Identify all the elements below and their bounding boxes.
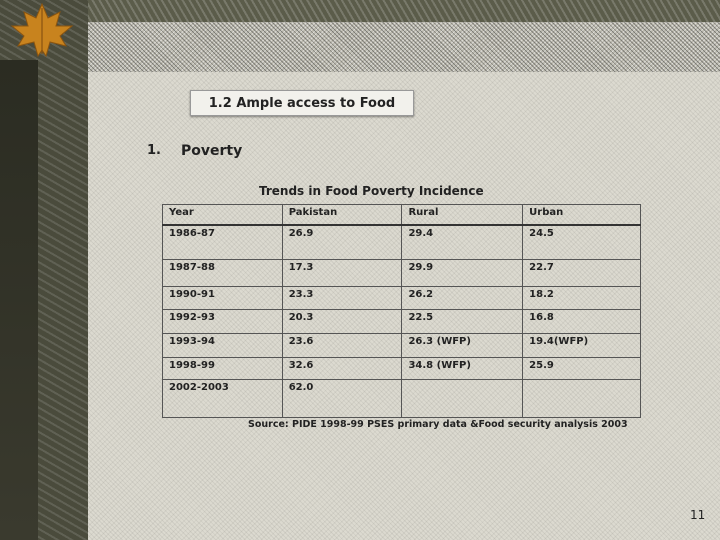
slide-top-texture xyxy=(88,22,720,72)
cell-year: 1992-93 xyxy=(163,309,283,333)
cell-pakistan: 26.9 xyxy=(282,225,402,259)
header-pakistan: Pakistan xyxy=(282,205,402,226)
cell-urban: 16.8 xyxy=(523,309,641,333)
cell-pakistan: 32.6 xyxy=(282,357,402,379)
cell-urban: 25.9 xyxy=(523,357,641,379)
cell-urban: 19.4(WFP) xyxy=(523,333,641,357)
table-row xyxy=(163,357,641,379)
header-urban: Urban xyxy=(523,205,641,226)
table-row xyxy=(163,286,641,309)
table-row xyxy=(163,259,641,286)
cell-rural: 29.9 xyxy=(402,259,523,286)
page-number: 11 xyxy=(690,508,706,522)
cell-pakistan: 62.0 xyxy=(282,379,402,417)
cell-pakistan: 20.3 xyxy=(282,309,402,333)
table-title: Trends in Food Poverty Incidence xyxy=(259,184,484,198)
cell-rural: 29.4 xyxy=(402,225,523,259)
cell-urban: 22.7 xyxy=(523,259,641,286)
cell-rural: 34.8 (WFP) xyxy=(402,357,523,379)
cell-pakistan: 17.3 xyxy=(282,259,402,286)
table-row xyxy=(163,309,641,333)
cell-rural: 22.5 xyxy=(402,309,523,333)
table-row xyxy=(163,333,641,357)
cell-year: 1993-94 xyxy=(163,333,283,357)
cell-rural: 26.3 (WFP) xyxy=(402,333,523,357)
cell-year: 1998-99 xyxy=(163,357,283,379)
cell-year: 1987-88 xyxy=(163,259,283,286)
section-title: 1.2 Ample access to Food xyxy=(190,90,414,116)
source-note: Source: PIDE 1998-99 PSES primary data &Food security analysis 2003 xyxy=(248,419,628,430)
cell-rural: 26.2 xyxy=(402,286,523,309)
item-number: 1. xyxy=(147,143,161,158)
table-header-row xyxy=(163,205,641,226)
maple-leaf-icon xyxy=(2,0,82,60)
cell-year: 1990-91 xyxy=(163,286,283,309)
cell-year: 1986-87 xyxy=(163,225,283,259)
table-row xyxy=(163,225,641,259)
cell-pakistan: 23.3 xyxy=(282,286,402,309)
header-rural: Rural xyxy=(402,205,523,226)
cell-urban: 18.2 xyxy=(523,286,641,309)
item-title: Poverty xyxy=(181,143,243,159)
table-row xyxy=(163,379,641,417)
top-texture-band xyxy=(0,0,720,22)
cell-pakistan: 23.6 xyxy=(282,333,402,357)
cell-rural xyxy=(402,379,523,417)
cell-year: 2002-2003 xyxy=(163,379,283,417)
cell-urban: 24.5 xyxy=(523,225,641,259)
poverty-table xyxy=(162,204,641,418)
header-year: Year xyxy=(163,205,283,226)
left-dark-strip xyxy=(0,60,38,540)
cell-urban xyxy=(523,379,641,417)
